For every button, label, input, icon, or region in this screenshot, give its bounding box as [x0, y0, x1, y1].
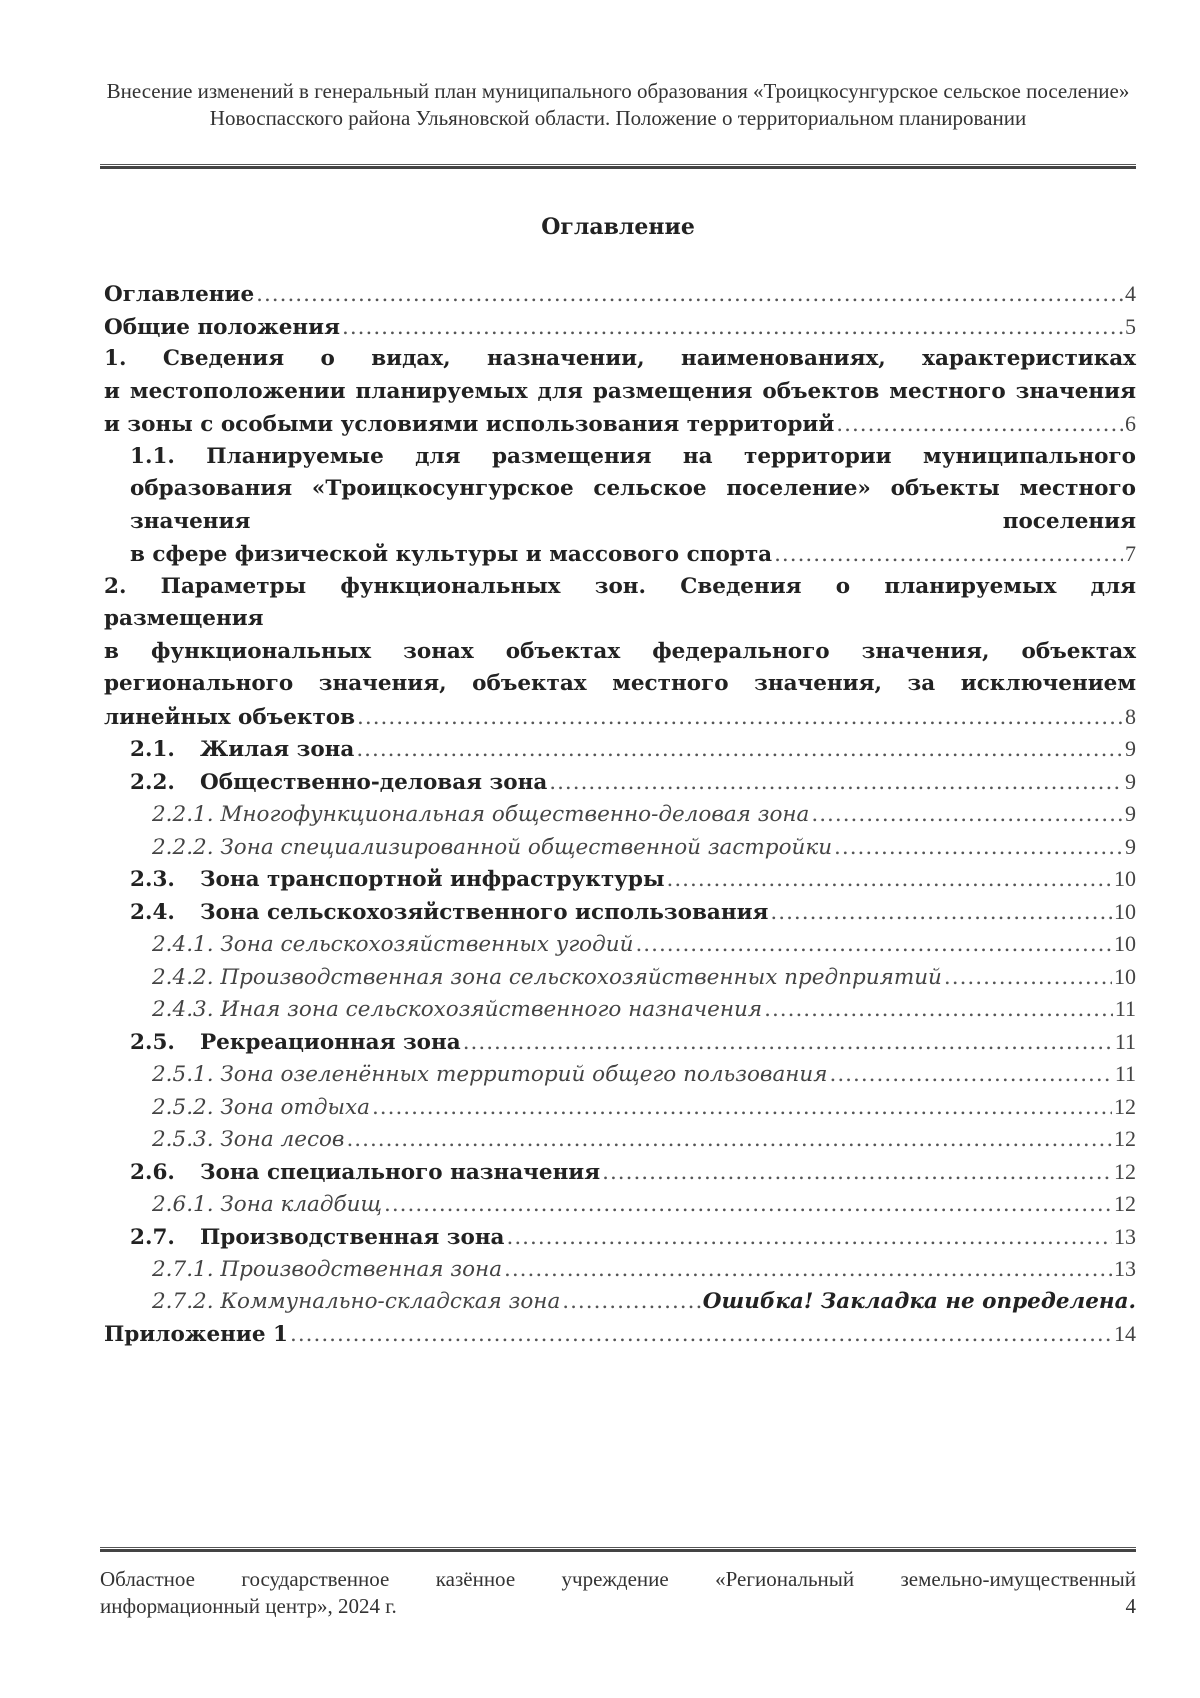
- toc-entry-2-4-2[interactable]: 2.4.2. Производственная зона сельскохозяйственных предприятий ..... 10: [104, 961, 1136, 994]
- page-number: 4: [1125, 281, 1136, 306]
- page-number: 10: [1114, 898, 1136, 924]
- page-number: 9: [1125, 736, 1136, 761]
- running-header: Внесение изменений в генеральный план муниципального образования «Троицкосунгурское сельское поселение» Новоспасского района Ульяновской области. Положение о территориальном планировании: [106, 79, 1130, 130]
- page-number: 12: [1114, 1158, 1136, 1184]
- page-number: 12: [1114, 1126, 1136, 1151]
- page-number: 11: [1114, 1061, 1136, 1086]
- toc-entry-2-6-1[interactable]: 2.6.1. Зона кладбищ ..... 12: [104, 1188, 1136, 1221]
- page-number: 13: [1114, 1256, 1136, 1281]
- toc-entry-2-4[interactable]: 2.4. Зона сельскохозяйственного использования ..... 10: [104, 896, 1136, 929]
- page-number: 6: [1125, 411, 1136, 436]
- page-number: 14: [1114, 1321, 1136, 1346]
- toc-entry-section-1[interactable]: 1. Сведения о видах, назначении, наименованиях, характеристиках и местоположении планируемых для размещения объектов местного значения и зоны с особыми условиями использования территорий ..... 6: [104, 343, 1136, 441]
- page-number: 9: [1125, 801, 1136, 826]
- page-number: 10: [1114, 931, 1136, 956]
- toc-heading: Оглавление: [541, 214, 695, 240]
- toc-entry-section-2[interactable]: 2. Параметры функциональных зон. Сведения о планируемых для размещения в функциональных зонах объектах федерального значения, объектах регионального значения, объектах местного значения, за исключением линейных объектов ..... 8: [104, 571, 1136, 734]
- running-footer: [100, 1566, 1136, 1620]
- toc-entry-2-5[interactable]: 2.5. Рекреационная зона ..... 11: [104, 1026, 1136, 1059]
- page-number: 8: [1125, 703, 1136, 729]
- page-number: 11: [1114, 996, 1136, 1021]
- toc-entry-2-7-2[interactable]: 2.7.2. Коммунально-складская зона ..... Ошибка! Закладка не определена.: [104, 1286, 1136, 1319]
- toc-entry-2-6[interactable]: 2.6. Зона специального назначения ..... 12: [104, 1156, 1136, 1189]
- toc-entry-2-5-3[interactable]: 2.5.3. Зона лесов ..... 12: [104, 1123, 1136, 1156]
- page-number: 12: [1114, 1093, 1136, 1119]
- page-number: 9: [1125, 833, 1136, 859]
- page-number: 10: [1114, 963, 1136, 989]
- page-number: 12: [1114, 1191, 1136, 1216]
- footer-rule: [100, 1547, 1136, 1552]
- page-number: 13: [1114, 1223, 1136, 1249]
- toc-entry-2-7-1[interactable]: 2.7.1. Производственная зона ..... 13: [104, 1253, 1136, 1286]
- page-number: 5: [1125, 313, 1136, 339]
- footer-organization: Областное государственное казённое учреждение «Региональный земельно-имущественный: [100, 1567, 1136, 1591]
- toc-entry-2-3[interactable]: 2.3. Зона транспортной инфраструктуры ..... 10: [104, 863, 1136, 896]
- toc-entry-2-7[interactable]: 2.7. Производственная зона ..... 13: [104, 1221, 1136, 1254]
- page-number: 7: [1125, 541, 1136, 566]
- toc-entry-contents[interactable]: Оглавление ..... 4: [104, 278, 1136, 311]
- toc-entry-2-5-1[interactable]: 2.5.1. Зона озеленённых территорий общего пользования ..... 11: [104, 1058, 1136, 1091]
- toc-entry-section-1-1[interactable]: 1.1. Планируемые для размещения на территории муниципального образования «Троицкосунгурское сельское поселение» объекты местного значения поселения в сфере физической культуры и массового спорта ..... 7: [104, 441, 1136, 571]
- toc-entry-appendix-1[interactable]: Приложение 1 ..... 14: [104, 1318, 1136, 1351]
- toc-entry-2-2-1[interactable]: 2.2.1. Многофункциональная общественно-деловая зона ..... 9: [104, 798, 1136, 831]
- toc-entry-2-2[interactable]: 2.2. Общественно-деловая зона ..... 9: [104, 766, 1136, 799]
- toc-entry-2-2-2[interactable]: 2.2.2. Зона специализированной общественной застройки ..... 9: [104, 831, 1136, 864]
- toc-entry-2-4-1[interactable]: 2.4.1. Зона сельскохозяйственных угодий ..... 10: [104, 928, 1136, 961]
- header-rule: [100, 164, 1136, 169]
- page-number: 10: [1114, 866, 1136, 891]
- toc-entry-2-5-2[interactable]: 2.5.2. Зона отдыха ..... 12: [104, 1091, 1136, 1124]
- toc-entry-2-4-3[interactable]: 2.4.3. Иная зона сельскохозяйственного назначения ..... 11: [104, 993, 1136, 1026]
- toc-entry-general[interactable]: Общие положения ..... 5: [104, 311, 1136, 344]
- page-number: 9: [1125, 768, 1136, 794]
- page-number: 11: [1114, 1028, 1136, 1054]
- toc-entry-2-1[interactable]: 2.1. Жилая зона ..... 9: [104, 733, 1136, 766]
- bookmark-error: Ошибка! Закладка не определена.: [702, 1288, 1136, 1314]
- table-of-contents: [104, 278, 1136, 1351]
- footer-organization-cont: информационный центр», 2024 г.: [100, 1594, 397, 1618]
- footer-page-number: 4: [1125, 1594, 1136, 1618]
